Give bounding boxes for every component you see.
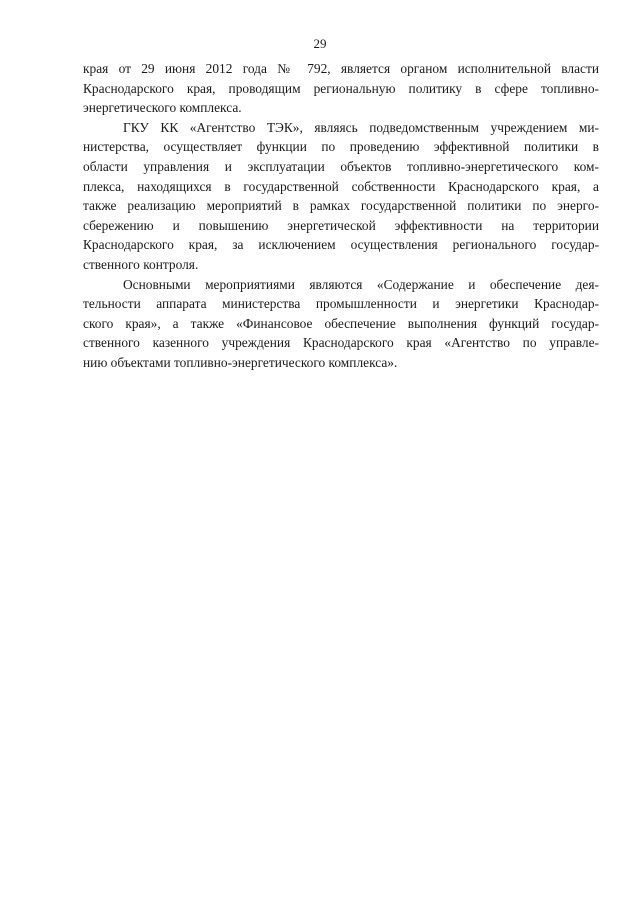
text-line: также реализацию мероприятий в рамках государственной политики по энерго- <box>83 198 599 214</box>
paragraph-3 <box>83 275 599 373</box>
text-line: ского края», а также «Финансовое обеспечение выполнения функций государ- <box>83 315 599 331</box>
text-line: ственного контроля. <box>83 256 199 272</box>
text-line: области управления и эксплуатации объектов топливно-энергетического ком- <box>83 158 599 174</box>
text-line: Краснодарского края, за исключением осуществления регионального государ- <box>83 237 599 253</box>
body-text <box>83 59 599 373</box>
text-line: ственного казенного учреждения Краснодарского края «Агентство по управле- <box>83 335 599 351</box>
paragraph-2 <box>83 118 599 275</box>
text-line: нистерства, осуществляет функции по проведению эффективной политики в <box>83 139 599 155</box>
paragraph-1 <box>83 59 599 118</box>
page-number: 29 <box>313 36 327 51</box>
text-line: Краснодарского края, проводящим региональную политику в сфере топливно- <box>83 80 599 96</box>
text-line: Основными мероприятиями являются «Содержание и обеспечение дея- <box>123 276 599 292</box>
text-line: тельности аппарата министерства промышленности и энергетики Краснодар- <box>83 296 599 312</box>
text-line: сбережению и повышению энергетической эффективности на территории <box>83 217 599 233</box>
text-line: плекса, находящихся в государственной собственности Краснодарского края, а <box>83 178 599 194</box>
text-line: нию объектами топливно-энергетического комплекса». <box>83 354 398 370</box>
text-line: ГКУ КК «Агентство ТЭК», являясь подведомственным учреждением ми- <box>123 119 599 135</box>
text-line: края от 29 июня 2012 года № 792, является органом исполнительной власти <box>83 61 599 76</box>
text-line: энергетического комплекса. <box>83 100 242 116</box>
